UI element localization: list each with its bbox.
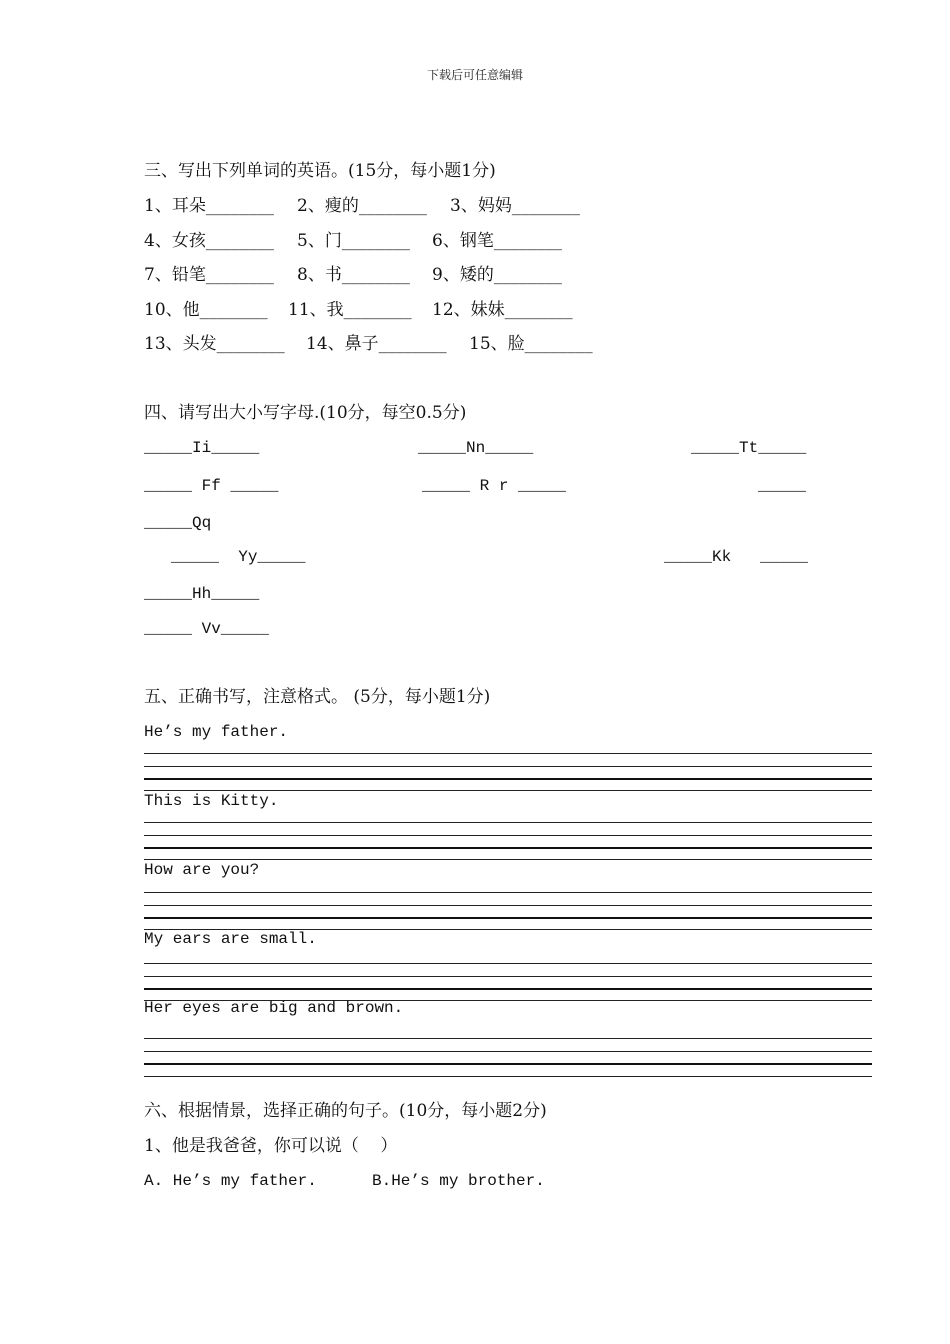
writing-line — [144, 963, 872, 964]
letter-blank-Hh: _____Hh_____ — [144, 585, 260, 603]
section3-title: 三、写出下列单词的英语。(15分，每小题1分) — [144, 161, 496, 181]
copy-sentence-4: My ears are small. — [144, 930, 317, 948]
word-item-6: 6、钢笔________ — [432, 231, 562, 251]
copy-sentence-1: He’s my father. — [144, 723, 289, 741]
letter-blank-Vv: _____ Vv_____ — [144, 620, 269, 638]
writing-line — [144, 976, 872, 977]
writing-line — [144, 917, 872, 919]
section4-title: 四、请写出大小写字母.(10分，每空0.5分) — [144, 403, 467, 423]
word-item-1: 1、耳朵________ — [144, 196, 274, 216]
letter-blank-Ii: _____Ii_____ — [144, 439, 260, 457]
question-1: 1、他是我爸爸，你可以说（ ） — [144, 1136, 398, 1156]
word-item-13: 13、头发________ — [144, 334, 285, 354]
word-item-9: 9、矮的________ — [432, 265, 562, 285]
word-item-4: 4、女孩________ — [144, 231, 274, 251]
word-item-2: 2、瘦的________ — [297, 196, 427, 216]
letter-blank-Yy: _____ Yy_____ — [171, 548, 306, 566]
letter-blank-Nn: _____Nn_____ — [418, 439, 534, 457]
writing-line — [144, 1038, 872, 1039]
writing-line — [144, 892, 872, 893]
letter-blank-extra: _____ — [758, 477, 807, 495]
letter-blank-Kk: _____Kk _____ — [664, 548, 809, 566]
writing-line — [144, 1063, 872, 1065]
section6-title: 六、根据情景，选择正确的句子。(10分，每小题2分) — [144, 1101, 547, 1121]
writing-line — [144, 835, 872, 836]
letter-blank-Ff: _____ Ff _____ — [144, 477, 279, 495]
writing-line — [144, 766, 872, 767]
word-item-10: 10、他________ — [144, 300, 268, 320]
writing-line — [144, 1076, 872, 1077]
word-item-8: 8、书________ — [297, 265, 410, 285]
word-item-5: 5、门________ — [297, 231, 410, 251]
copy-sentence-3: How are you? — [144, 861, 260, 879]
writing-line — [144, 753, 872, 754]
word-item-15: 15、脸________ — [469, 334, 593, 354]
writing-line — [144, 1051, 872, 1052]
copy-sentence-2: This is Kitty. — [144, 792, 279, 810]
letter-blank-Rr: _____ R r _____ — [422, 477, 567, 495]
word-item-3: 3、妈妈________ — [450, 196, 580, 216]
word-item-12: 12、妹妹________ — [432, 300, 573, 320]
writing-line — [144, 988, 872, 990]
page-header: 下载后可任意编辑 — [426, 68, 523, 82]
word-item-7: 7、铅笔________ — [144, 265, 274, 285]
writing-line — [144, 778, 872, 780]
letter-blank-Qq: _____Qq — [144, 514, 212, 532]
option-a: A. He’s my father. — [144, 1172, 317, 1190]
section5-title: 五、正确书写，注意格式。 (5分，每小题1分) — [144, 687, 491, 707]
word-item-14: 14、鼻子________ — [306, 334, 447, 354]
writing-line — [144, 822, 872, 823]
copy-sentence-5: Her eyes are big and brown. — [144, 999, 404, 1017]
writing-line — [144, 847, 872, 849]
letter-blank-Tt: _____Tt_____ — [691, 439, 807, 457]
option-b: B.He’s my brother. — [372, 1172, 545, 1190]
writing-line — [144, 905, 872, 906]
word-item-11: 11、我________ — [288, 300, 412, 320]
